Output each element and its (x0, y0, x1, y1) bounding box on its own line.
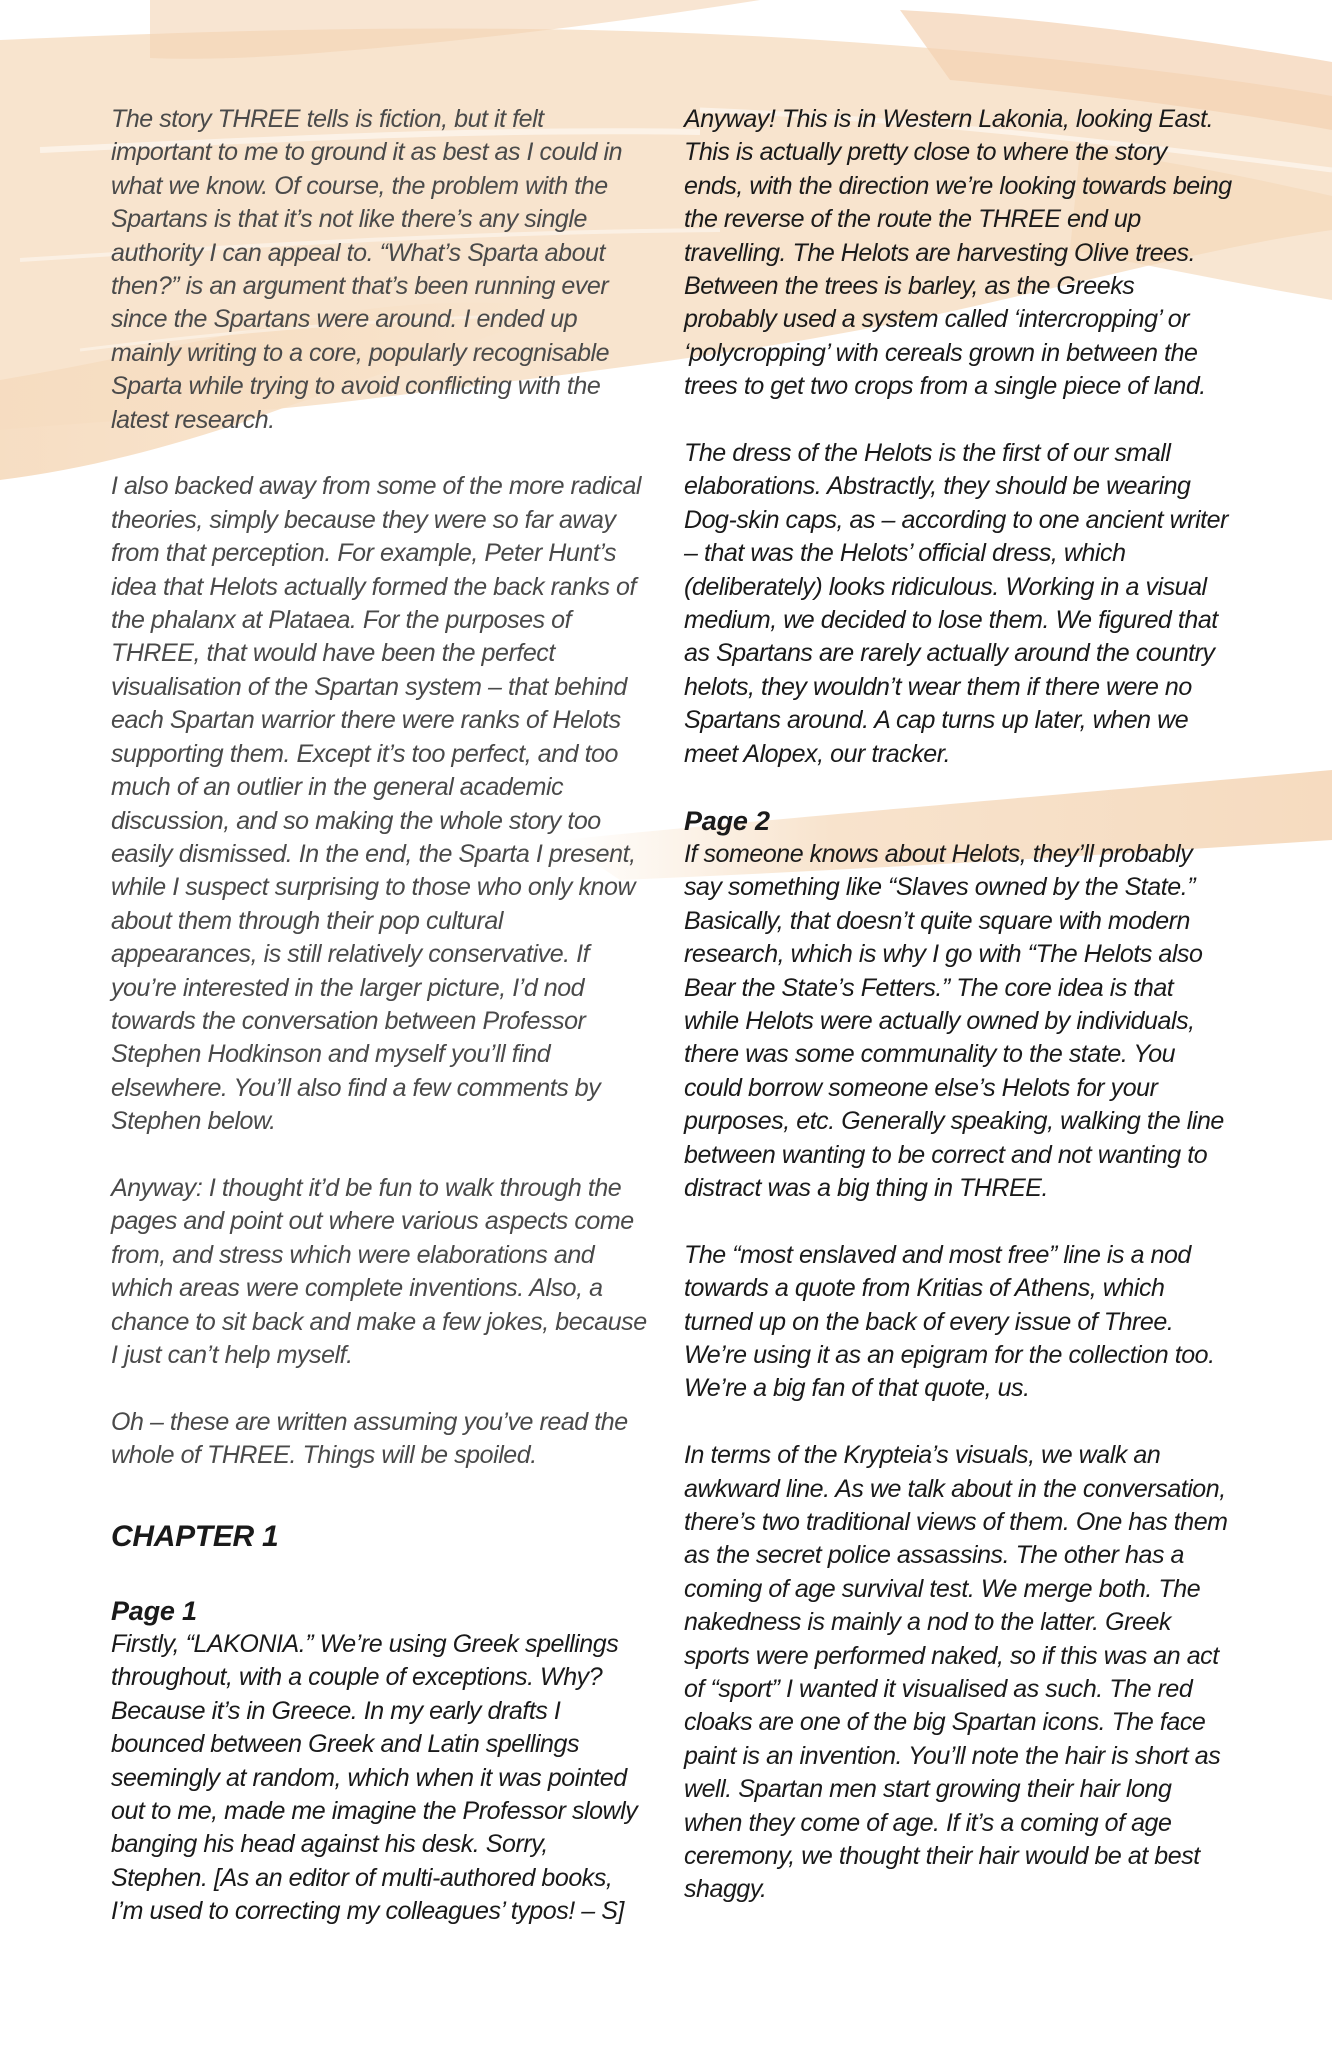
intro-paragraph-4: Oh – these are written assuming you’ve read the whole of THREE. Things will be spoiled. (111, 1407, 628, 1470)
page-2-paragraph-2: The “most enslaved and most free” line is a nod towards a quote from Kritias of Athens, which turned up on the back of every issue of Three. We’re using it as an epigram for the collection too. We’re a big fan of that quote, us. (684, 1240, 1215, 1403)
page-1-continued-paragraph-2: The dress of the Helots is the first of our small elaborations. Abstractly, they should be wearing Dog-skin caps, as – according to one ancient writer – that was the Helots’ official dress, which (deliberately) looks ridiculous. Working in a visual medium, we decided to lose them. We figured that as Spartans are rarely actually around the country helots, they wouldn’t wear them if there were no Spartans around. A cap turns up later, when we meet Alopex, our tracker. (684, 439, 1229, 768)
page-2-paragraph-1: If someone knows about Helots, they’ll probably say something like “Slaves owned by the State.” Basically, that doesn’t quite square with modern research, which is why I go with “The Helots also Bear the State’s Fetters.” The core idea is that while Helots were actually owned by individuals, there was some communality to the state. You could borrow someone else’s Helots for your purposes, etc. Generally speaking, walking the line between wanting to be correct and not wanting to distract was a big thing in THREE. (684, 839, 1224, 1202)
intro-paragraph-3: Anyway: I thought it’d be fun to walk through the pages and point out where various aspects come from, and stress which were elaborations and which areas were complete inventions. Also, a chance to sit back and make a few jokes, because I just can’t help myself. (111, 1173, 647, 1369)
page-2-paragraph-3: In terms of the Krypteia’s visuals, we walk an awkward line. As we talk about in the conversation, there’s two traditional views of them. One has them as the secret police assassins. The other has a coming of age survival test. We merge both. The nakedness is mainly a nod to the latter. Greek sports were performed naked, so if this was an act of “sport” I wanted it visualised as such. The red cloaks are one of the big Spartan icons. The face paint is an invention. You’ll note the hair is short as well. Spartan men start growing their hair long when they come of age. If it’s a coming of age ceremony, we thought their hair would be at best shaggy. (684, 1441, 1228, 1904)
left-column (111, 103, 649, 1929)
chapter-heading: CHAPTER 1 (111, 1519, 279, 1553)
intro-paragraph-1: The story THREE tells is fiction, but it felt important to me to ground it as best as I could in what we know. Of course, the problem with the Spartans is that it’s not like there’s any single authority I can appeal to. “What’s Sparta about then?” is an argument that’s been running ever since the Spartans were around. I ended up mainly writing to a core, popularly recognisable Sparta while trying to avoid conflicting with the latest research. (111, 105, 623, 434)
page-1-heading: Page 1 (111, 1595, 197, 1626)
page-1-continued-paragraph-1: Anyway! This is in Western Lakonia, looking East. This is actually pretty close to where the story ends, with the direction we’re looking towards being the reverse of the route the THREE end up travelling. The Helots are harvesting Olive trees. Between the trees is barley, as the Greeks probably used a system called ‘intercropping’ or ‘polycropping’ with cereals grown in between the trees to get two crops from a single piece of land. (684, 105, 1232, 401)
page-1-paragraph: Firstly, “LAKONIA.” We’re using Greek spellings throughout, with a couple of exceptions. Why? Because it’s in Greece. In my early drafts I bounced between Greek and Latin spellings seemingly at random, which when it was pointed out to me, made me imagine the Professor slowly banging his head against his desk. Sorry, Stephen. [As an editor of multi-authored books, I’m used to correcting my colleagues’ typos! – S] (111, 1630, 638, 1926)
right-column (684, 103, 1232, 1907)
page-2-heading: Page 2 (684, 805, 770, 836)
intro-paragraph-2: I also backed away from some of the more radical theories, simply because they were so far away from that perception. For example, Peter Hunt’s idea that Helots actually formed the back ranks of the phalanx at Plataea. For the purposes of THREE, that would have been the perfect visualisation of the Spartan system – that behind each Spartan warrior there were ranks of Helots supporting them. Except it’s too perfect, and too much of an outlier in the general academic discussion, and so making the whole story too easily dismissed. In the end, the Sparta I present, while I suspect surprising to those who only know about them through their pop cultural appearances, is still relatively conservative. If you’re interested in the larger picture, I’d nod towards the conversation between Professor Stephen Hodkinson and myself you’ll find elsewhere. You’ll also find a few comments by Stephen below. (111, 472, 642, 1136)
